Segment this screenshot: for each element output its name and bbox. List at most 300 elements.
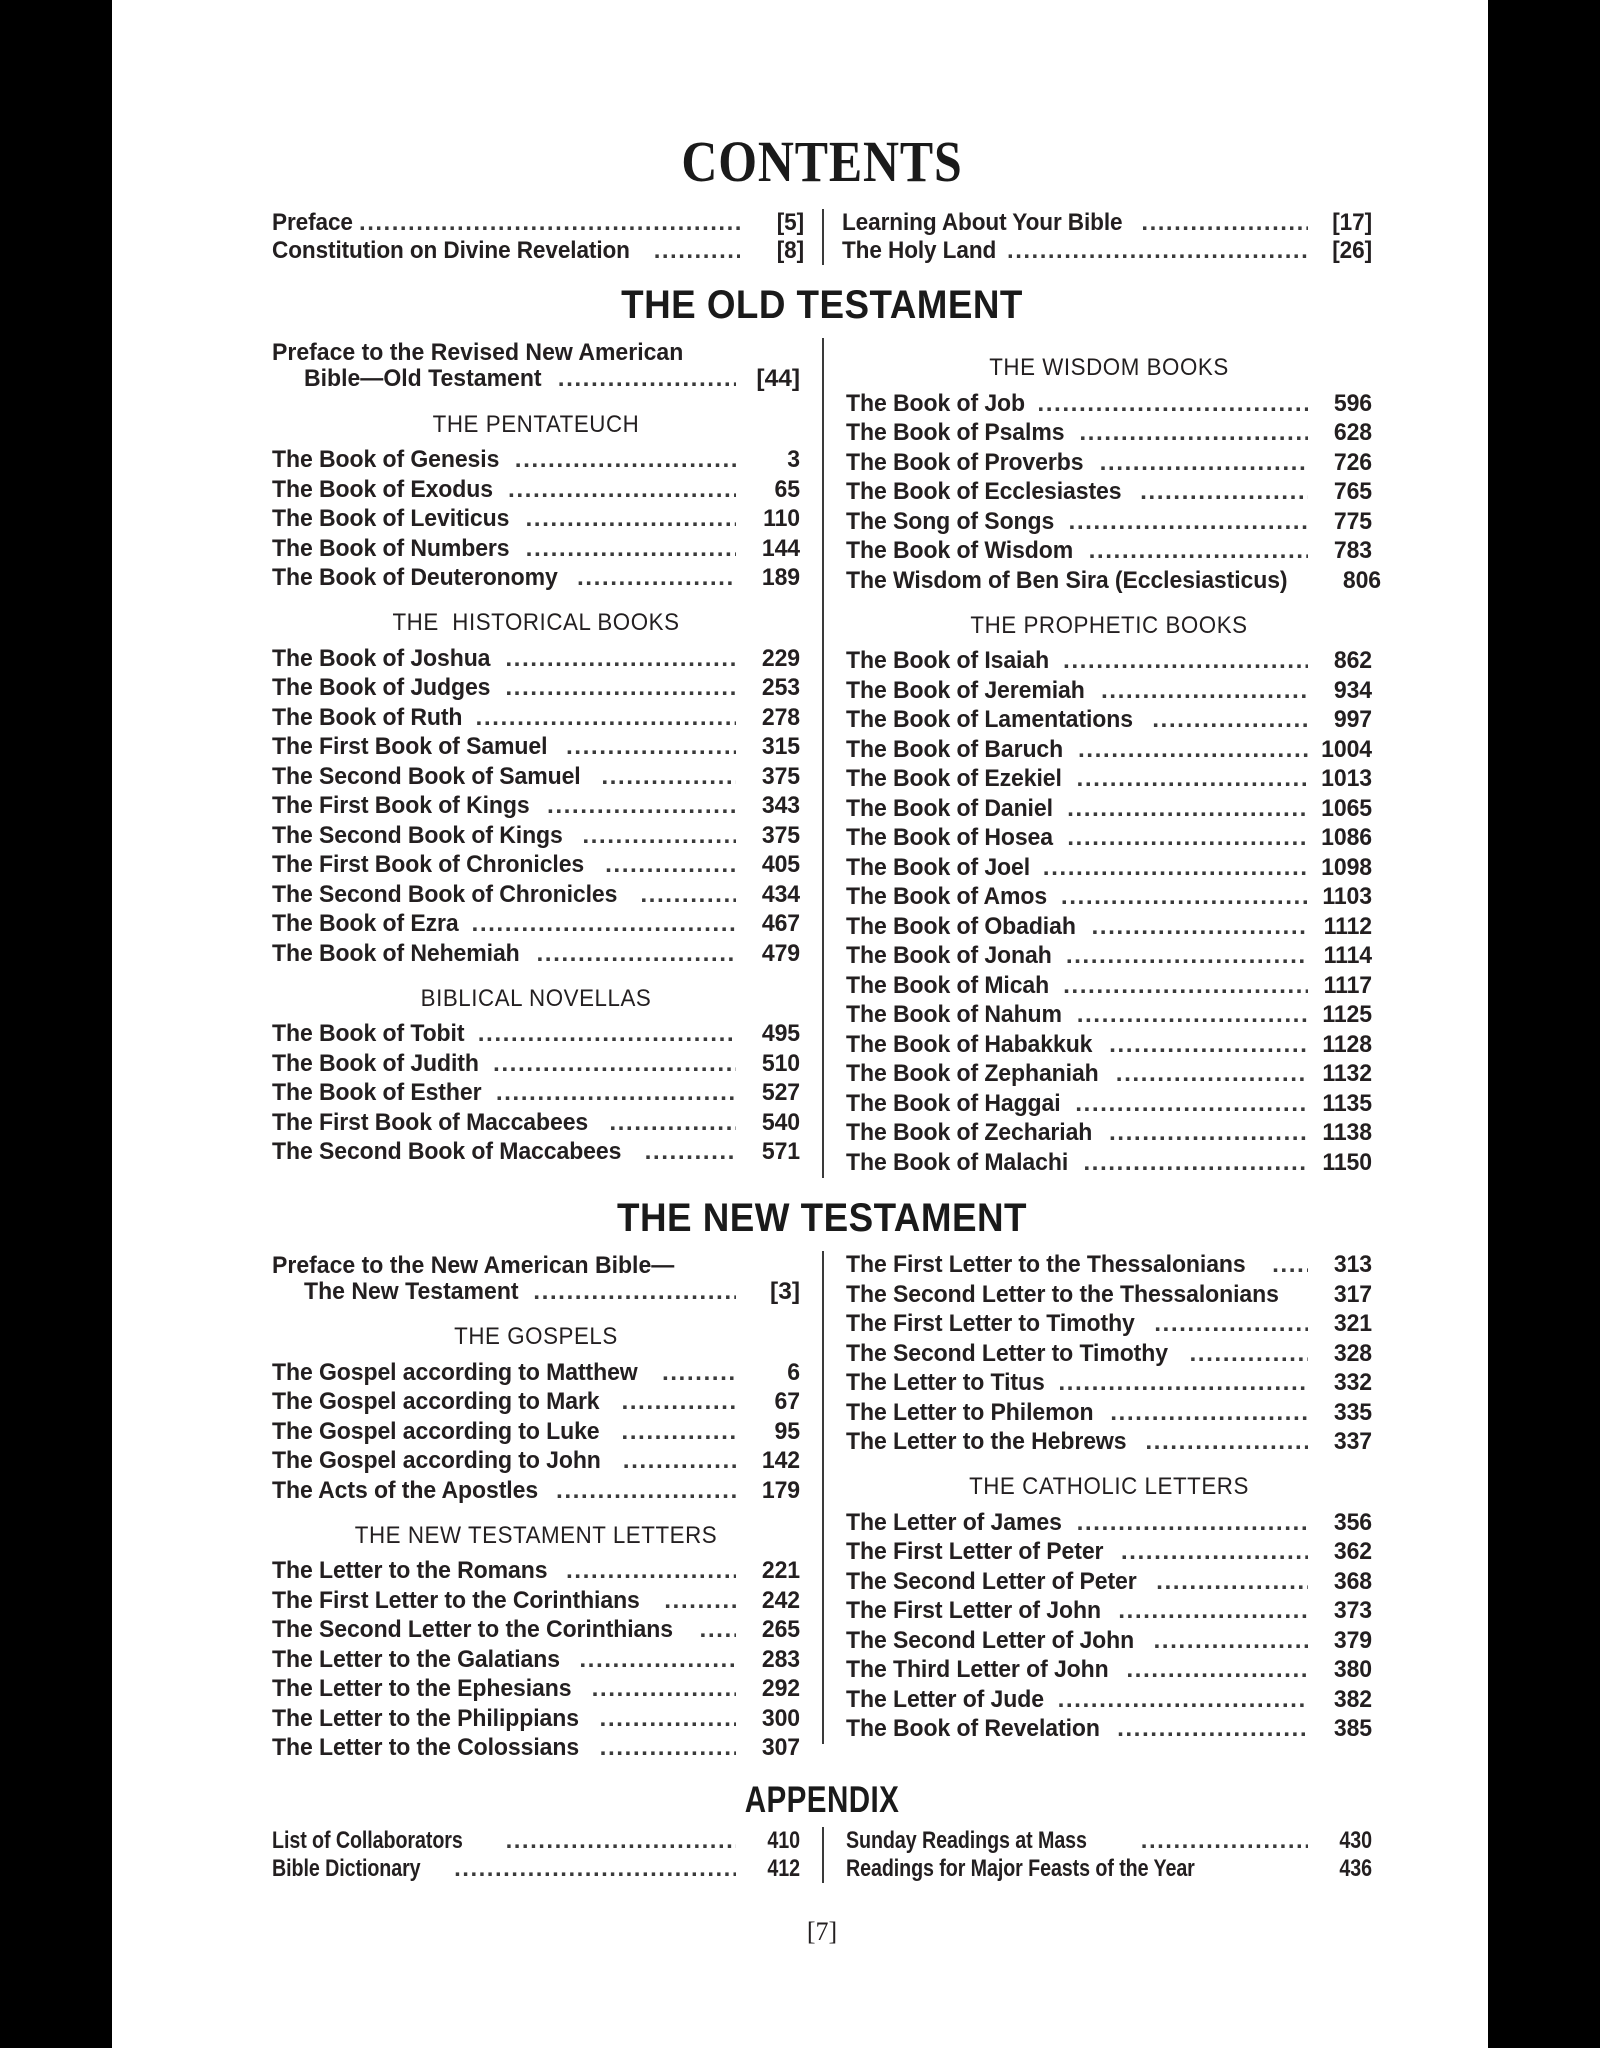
toc-entry-label: The Letter to the Ephesians <box>272 1675 572 1703</box>
toc-entry[interactable] <box>846 1089 1372 1119</box>
toc-entry[interactable] <box>846 765 1372 795</box>
toc-entry-page: 95 <box>774 1417 800 1445</box>
toc-entry[interactable] <box>272 880 800 910</box>
toc-entry[interactable] <box>846 1280 1372 1310</box>
toc-entry[interactable] <box>272 1020 800 1050</box>
toc-entry-page: 1065 <box>1321 794 1372 822</box>
nt-right-top-entries <box>846 1251 1372 1458</box>
dot-leader <box>600 1736 736 1761</box>
toc-entry[interactable] <box>846 507 1372 537</box>
toc-entry-page: 368 <box>1333 1567 1372 1595</box>
toc-entry-page: 1114 <box>1323 942 1372 969</box>
dot-leader <box>621 1420 736 1445</box>
toc-entry[interactable] <box>272 1049 800 1079</box>
toc-entry-page: 726 <box>1333 448 1372 476</box>
nt-preface-label: The New Testament <box>304 1277 519 1305</box>
toc-entry-page: 179 <box>761 1476 800 1504</box>
toc-entry-page: 434 <box>761 880 800 908</box>
toc-entry[interactable] <box>272 1675 800 1705</box>
toc-entry[interactable] <box>846 676 1372 706</box>
nt-preface-entry[interactable] <box>272 1251 800 1308</box>
dot-leader <box>1140 480 1308 505</box>
dot-leader <box>1007 239 1308 263</box>
toc-entry-page: 1150 <box>1322 1148 1372 1176</box>
toc-entry[interactable] <box>272 1388 800 1418</box>
toc-entry-label: The Book of Jeremiah <box>846 676 1085 704</box>
toc-entry-page: 1125 <box>1322 1001 1372 1028</box>
toc-entry-label: List of Collaborators <box>272 1827 463 1855</box>
toc-section-heading: THE GOSPELS <box>454 1323 618 1351</box>
dot-leader <box>505 647 736 672</box>
toc-entry[interactable] <box>846 478 1372 508</box>
toc-entry-page: 307 <box>761 1734 800 1762</box>
toc-entry-page: 510 <box>761 1049 800 1077</box>
toc-entry[interactable] <box>846 1508 1372 1538</box>
toc-entry[interactable] <box>846 942 1372 972</box>
toc-entry-label: The Book of Zechariah <box>846 1119 1093 1146</box>
toc-entry-page: 375 <box>761 821 800 849</box>
toc-entry-label: The First Letter to the Corinthians <box>272 1586 640 1614</box>
toc-entry-page: 332 <box>1333 1369 1372 1396</box>
dot-leader <box>1077 1003 1308 1028</box>
toc-entry-page: 596 <box>1333 389 1372 417</box>
toc-entry-page: 229 <box>761 644 800 672</box>
toc-entry-label: The First Letter to Timothy <box>846 1310 1135 1337</box>
toc-entry-label: The Second Letter to Timothy <box>846 1339 1168 1367</box>
front-matter-columns <box>272 209 1372 265</box>
dot-leader <box>359 211 740 235</box>
toc-entry-page: 356 <box>1333 1508 1372 1536</box>
toc-entry[interactable] <box>272 475 800 505</box>
toc-entry-label: The Holy Land <box>842 237 997 264</box>
toc-section-heading: THE NEW TESTAMENT LETTERS <box>354 1521 718 1549</box>
toc-entry-label: Constitution on Divine Revelation <box>272 237 630 264</box>
toc-entry-page: 862 <box>1333 647 1372 674</box>
toc-entry[interactable] <box>846 1715 1372 1745</box>
dot-leader <box>525 507 736 532</box>
toc-entry-page: 328 <box>1333 1339 1372 1367</box>
toc-entry-label: The Book of Hosea <box>846 824 1053 851</box>
toc-entry-page: 436 <box>1339 1855 1372 1883</box>
dot-leader <box>1079 421 1308 446</box>
dot-leader <box>472 912 736 937</box>
toc-entry-label: The Second Book of Chronicles <box>272 880 618 908</box>
toc-entry[interactable] <box>846 1030 1372 1060</box>
toc-entry[interactable] <box>846 971 1372 1001</box>
toc-entry[interactable] <box>272 762 800 792</box>
toc-entry-page: 806 <box>1342 566 1381 594</box>
dot-leader <box>1156 1570 1308 1595</box>
toc-entry[interactable] <box>272 703 800 733</box>
dot-leader <box>700 1618 736 1643</box>
toc-entry[interactable] <box>272 209 804 237</box>
toc-entry[interactable] <box>846 1428 1372 1458</box>
toc-entry-page: 321 <box>1333 1310 1372 1337</box>
toc-entry[interactable] <box>846 1398 1372 1428</box>
toc-entry-page: 1086 <box>1321 824 1372 851</box>
dot-leader <box>1058 1371 1308 1396</box>
dot-leader <box>558 366 736 392</box>
dot-leader <box>1083 1151 1308 1176</box>
toc-entry-label: The First Book of Kings <box>272 792 530 820</box>
dot-leader <box>508 478 736 503</box>
toc-entry[interactable] <box>272 1734 800 1764</box>
dot-leader <box>601 765 736 790</box>
toc-entry[interactable] <box>272 792 800 822</box>
dot-leader <box>623 1449 736 1474</box>
toc-entry[interactable] <box>846 1148 1372 1178</box>
dot-leader <box>1109 1033 1308 1058</box>
dot-leader <box>1118 1599 1308 1624</box>
toc-entry-label: The Book of Lamentations <box>846 706 1133 733</box>
new-testament-right-column <box>822 1251 1372 1745</box>
toc-entry-label: The Book of Job <box>846 389 1025 417</box>
dot-leader <box>1058 1688 1308 1713</box>
toc-entry-page: 495 <box>761 1020 800 1048</box>
toc-entry-page: 144 <box>761 534 800 562</box>
toc-entry-page: 242 <box>761 1586 800 1614</box>
dot-leader <box>1077 1511 1308 1536</box>
toc-entry-label: The First Letter of John <box>846 1597 1101 1624</box>
toc-entry-page: 337 <box>1333 1428 1372 1455</box>
ot-preface-page: [44] <box>756 365 800 393</box>
toc-entry[interactable] <box>846 1339 1372 1369</box>
toc-entry[interactable] <box>846 1310 1372 1340</box>
toc-entry[interactable] <box>846 1369 1372 1399</box>
toc-entry-page: 65 <box>774 475 800 503</box>
toc-entry[interactable] <box>846 647 1372 677</box>
dot-leader <box>609 1111 736 1136</box>
toc-entry[interactable] <box>272 821 800 851</box>
toc-entry-label: The Gospel according to Luke <box>272 1417 600 1445</box>
toc-entry-label: The Letter to Titus <box>846 1369 1045 1396</box>
toc-entry-label: The Book of Judges <box>272 674 491 702</box>
dot-leader <box>1126 1658 1308 1683</box>
toc-entry-label: The First Book of Maccabees <box>272 1108 589 1136</box>
toc-entry[interactable] <box>846 1656 1372 1686</box>
dot-leader <box>1152 708 1308 733</box>
toc-entry[interactable] <box>272 644 800 674</box>
dot-leader <box>654 239 740 263</box>
toc-entry[interactable] <box>846 1251 1372 1281</box>
toc-entry-label: The Book of Micah <box>846 971 1050 999</box>
toc-entry-page: 479 <box>761 939 800 967</box>
toc-entry-label: The Gospel according to Mark <box>272 1388 600 1416</box>
toc-entry-page: [8] <box>776 237 804 264</box>
dot-leader <box>505 676 736 701</box>
dot-leader <box>1190 1342 1309 1367</box>
toc-entry-label: The Third Letter of John <box>846 1656 1109 1683</box>
toc-entry[interactable] <box>272 1358 800 1388</box>
toc-entry-page: 253 <box>761 674 800 702</box>
toc-entry[interactable] <box>846 1119 1372 1149</box>
toc-entry-page: [17] <box>1332 209 1372 236</box>
toc-entry-page: 405 <box>761 851 800 879</box>
toc-entry[interactable] <box>846 537 1372 567</box>
toc-entry-page: 343 <box>761 792 800 820</box>
toc-entry-label: The Book of Malachi <box>846 1148 1069 1176</box>
toc-entry-label: The Book of Numbers <box>272 534 510 562</box>
dot-leader <box>1061 885 1308 910</box>
toc-entry[interactable] <box>272 1645 800 1675</box>
toc-entry[interactable] <box>842 209 1372 237</box>
toc-entry-label: The Second Letter of Peter <box>846 1567 1137 1595</box>
toc-entry-label: The Book of Nahum <box>846 1001 1062 1028</box>
toc-entry[interactable] <box>846 1567 1372 1597</box>
toc-entry[interactable] <box>842 237 1372 265</box>
toc-entry-label: The Letter to the Colossians <box>272 1734 580 1762</box>
toc-entry[interactable] <box>846 1597 1372 1627</box>
toc-entry-label: The Book of Leviticus <box>272 505 510 533</box>
toc-entry-page: 375 <box>761 762 800 790</box>
toc-entry-label: The Book of Tobit <box>272 1020 465 1048</box>
book-page <box>112 0 1488 2048</box>
toc-entry-label: The Letter to the Philippians <box>272 1704 579 1732</box>
toc-entry[interactable] <box>272 534 800 564</box>
ot-preface-line1: Preface to the Revised New American <box>272 339 684 366</box>
toc-entry[interactable] <box>846 883 1372 913</box>
toc-entry-page: 283 <box>761 1645 800 1673</box>
toc-entry-label: The Book of Esther <box>272 1079 482 1107</box>
toc-entry-page: 1004 <box>1321 735 1372 763</box>
toc-entry-page: 380 <box>1333 1656 1372 1683</box>
toc-section-heading: THE HISTORICAL BOOKS <box>392 609 680 637</box>
toc-entry[interactable] <box>846 824 1372 854</box>
toc-entry[interactable] <box>272 1476 800 1506</box>
toc-entry[interactable] <box>846 794 1372 824</box>
toc-entry-label: The Second Letter of John <box>846 1626 1135 1654</box>
toc-entry[interactable] <box>846 448 1372 478</box>
dot-leader <box>566 735 736 760</box>
toc-section-heading: THE WISDOM BOOKS <box>989 354 1229 381</box>
toc-entry[interactable] <box>846 1626 1372 1656</box>
toc-entry-label: The Second Letter to the Thessalonians <box>846 1280 1279 1308</box>
appendix-columns <box>272 1827 1372 1883</box>
dot-leader <box>1272 1253 1308 1278</box>
dot-leader <box>600 1707 736 1732</box>
toc-entry-label: The Book of Proverbs <box>846 448 1084 476</box>
toc-entry[interactable] <box>846 735 1372 765</box>
dot-leader <box>1067 797 1308 822</box>
toc-entry[interactable] <box>272 1138 800 1168</box>
toc-entry[interactable] <box>272 1586 800 1616</box>
dot-leader <box>547 794 736 819</box>
toc-entry-page: 382 <box>1333 1685 1372 1713</box>
toc-entry[interactable] <box>272 1417 800 1447</box>
toc-entry-page: 571 <box>761 1138 800 1166</box>
dot-leader <box>579 1648 736 1673</box>
dot-leader <box>1117 1717 1308 1742</box>
toc-entry-label: The Acts of the Apostles <box>272 1476 539 1504</box>
toc-entry-label: The Gospel according to Matthew <box>272 1358 638 1386</box>
toc-entry-page: 775 <box>1333 507 1372 535</box>
toc-entry[interactable] <box>272 1447 800 1477</box>
new-testament-left-column <box>272 1251 822 1764</box>
dot-leader <box>1141 211 1308 235</box>
nt-preface-line1: Preface to the New American Bible— <box>272 1251 675 1279</box>
toc-entry-label: Sunday Readings at Mass <box>846 1827 1087 1855</box>
toc-section-heading: THE PENTATEUCH <box>432 410 640 438</box>
toc-entry-page: 1098 <box>1321 853 1372 881</box>
toc-entry-label: The Letter to the Galatians <box>272 1645 560 1673</box>
toc-entry-label: The Letter to Philemon <box>846 1398 1094 1426</box>
toc-entry-label: The Book of Zephaniah <box>846 1060 1099 1087</box>
toc-entry-label: The Wisdom of Ben Sira (Ecclesiasticus) <box>846 566 1288 594</box>
ot-preface-entry[interactable] <box>272 338 800 395</box>
toc-entry-page: 142 <box>761 1447 800 1475</box>
front-matter-left-column <box>272 209 822 265</box>
toc-entry-label: The Book of Daniel <box>846 794 1053 822</box>
page-folio: [7] <box>806 1917 838 1947</box>
old-testament-left-column <box>272 338 822 1167</box>
dot-leader <box>1101 679 1308 704</box>
toc-entry-label: Readings for Major Feasts of the Year <box>846 1855 1195 1883</box>
toc-entry[interactable] <box>272 1557 800 1587</box>
toc-entry[interactable] <box>846 706 1372 736</box>
dot-leader <box>1145 1430 1308 1455</box>
dot-leader <box>1043 856 1308 881</box>
dot-leader <box>493 1052 736 1077</box>
toc-section-heading: BIBLICAL NOVELLAS <box>420 984 652 1012</box>
toc-entry[interactable] <box>272 1616 800 1646</box>
toc-entry-page: 335 <box>1333 1398 1372 1426</box>
toc-entry[interactable] <box>272 939 800 969</box>
toc-entry[interactable] <box>846 1827 1372 1855</box>
toc-entry-label: The Book of Ruth <box>272 703 463 731</box>
dot-leader <box>1154 1629 1309 1654</box>
toc-entry-label: The Book of Nehemiah <box>272 939 520 967</box>
toc-entry[interactable] <box>846 1855 1372 1883</box>
dot-leader <box>605 853 736 878</box>
toc-entry-page: 540 <box>761 1108 800 1136</box>
toc-entry[interactable] <box>846 566 1381 596</box>
dot-leader <box>592 1677 736 1702</box>
dot-leader <box>533 1279 736 1305</box>
toc-entry-page: 1132 <box>1322 1060 1372 1087</box>
toc-entry-label: The First Book of Samuel <box>272 733 548 761</box>
toc-entry-page: 628 <box>1333 419 1372 446</box>
toc-entry[interactable] <box>272 505 800 535</box>
toc-entry[interactable] <box>272 237 804 265</box>
toc-entry-page: 67 <box>774 1388 800 1416</box>
toc-entry[interactable] <box>846 853 1372 883</box>
toc-entry-label: The Book of Exodus <box>272 475 493 503</box>
toc-entry-label: Bible Dictionary <box>272 1855 421 1883</box>
dot-leader <box>506 1829 736 1853</box>
toc-entry[interactable] <box>846 1001 1372 1031</box>
toc-entry-label: The Book of Ecclesiastes <box>846 478 1122 505</box>
toc-entry-page: [5] <box>776 209 804 236</box>
toc-entry-label: The Letter of Jude <box>846 1685 1044 1713</box>
dot-leader <box>1078 738 1308 763</box>
toc-entry-page: 110 <box>763 505 800 533</box>
toc-entry[interactable] <box>272 1704 800 1734</box>
nt-preface-line2 <box>272 1279 800 1305</box>
toc-entry[interactable] <box>272 1108 800 1138</box>
toc-entry[interactable] <box>846 389 1372 419</box>
dot-leader <box>1067 826 1308 851</box>
toc-entry-page: 934 <box>1333 676 1372 704</box>
dot-leader <box>1116 1062 1308 1087</box>
nt-right-sections <box>846 1473 1372 1744</box>
toc-entry[interactable] <box>272 910 800 940</box>
front-matter-right-column <box>822 209 1372 265</box>
toc-entry-page: 313 <box>1333 1251 1372 1278</box>
toc-entry-label: The Book of Obadiah <box>846 912 1076 940</box>
toc-entry-page: 527 <box>761 1079 800 1107</box>
dot-leader <box>526 537 736 562</box>
dot-leader <box>536 942 736 967</box>
appendix-left-column <box>272 1827 822 1883</box>
toc-entry-page: 300 <box>761 1704 800 1732</box>
toc-entry[interactable] <box>846 1060 1372 1090</box>
toc-entry[interactable] <box>846 1538 1372 1568</box>
toc-entry-label: Learning About Your Bible <box>842 209 1123 236</box>
toc-entry-page: 379 <box>1333 1626 1372 1654</box>
toc-entry[interactable] <box>272 1827 800 1855</box>
toc-entry-label: The Book of Jonah <box>846 942 1052 969</box>
toc-entry-label: The Book of Ezra <box>272 910 459 938</box>
toc-entry[interactable] <box>272 1079 800 1109</box>
dot-leader <box>640 883 736 908</box>
toc-entry-page: 317 <box>1333 1280 1372 1308</box>
toc-entry[interactable] <box>846 912 1372 942</box>
nt-left-sections <box>272 1323 800 1763</box>
toc-entry-label: The Book of Baruch <box>846 735 1064 763</box>
dot-leader <box>478 1022 736 1047</box>
dot-leader <box>1109 1121 1308 1146</box>
toc-entry-label: The Book of Psalms <box>846 419 1065 446</box>
toc-entry-label: The Letter of James <box>846 1508 1062 1536</box>
toc-entry-label: The Book of Wisdom <box>846 537 1074 564</box>
toc-entry[interactable] <box>846 419 1372 449</box>
toc-entry-label: The Book of Joshua <box>272 644 491 672</box>
dot-leader <box>621 1390 736 1415</box>
toc-entry[interactable] <box>272 1855 800 1883</box>
toc-entry-label: The First Book of Chronicles <box>272 851 585 879</box>
toc-section-heading: THE PROPHETIC BOOKS <box>970 611 1248 639</box>
dot-leader <box>1075 1092 1308 1117</box>
dot-leader <box>566 1559 736 1584</box>
toc-entry-label: The Book of Genesis <box>272 446 500 474</box>
dot-leader <box>1066 944 1308 969</box>
toc-section-heading: THE CATHOLIC LETTERS <box>969 1473 1249 1500</box>
toc-entry[interactable] <box>272 564 800 594</box>
toc-entry[interactable] <box>272 733 800 763</box>
toc-entry[interactable] <box>272 446 800 476</box>
toc-entry[interactable] <box>272 674 800 704</box>
toc-entry-label: The Book of Judith <box>272 1049 479 1077</box>
toc-entry-page: 3 <box>787 446 800 474</box>
toc-entry[interactable] <box>272 851 800 881</box>
toc-entry-page: 1013 <box>1321 765 1372 792</box>
toc-entry-label: The Book of Habakkuk <box>846 1030 1093 1058</box>
dot-leader <box>1154 1312 1308 1337</box>
page-content <box>272 0 1381 1947</box>
dot-leader <box>664 1589 736 1614</box>
toc-entry-label: The Second Book of Maccabees <box>272 1138 622 1166</box>
toc-entry-label: The Second Letter to the Corinthians <box>272 1616 673 1644</box>
toc-entry-label: The Book of Isaiah <box>846 647 1050 674</box>
dot-leader <box>1069 510 1308 535</box>
toc-entry-page: 221 <box>761 1557 800 1585</box>
toc-entry-label: The Song of Songs <box>846 507 1055 535</box>
dot-leader <box>515 448 736 473</box>
new-testament-heading: THE NEW TESTAMENT <box>617 1195 1027 1240</box>
toc-entry[interactable] <box>846 1685 1372 1715</box>
toc-entry-page: 292 <box>761 1675 800 1703</box>
toc-entry-label: The Second Book of Samuel <box>272 762 581 790</box>
